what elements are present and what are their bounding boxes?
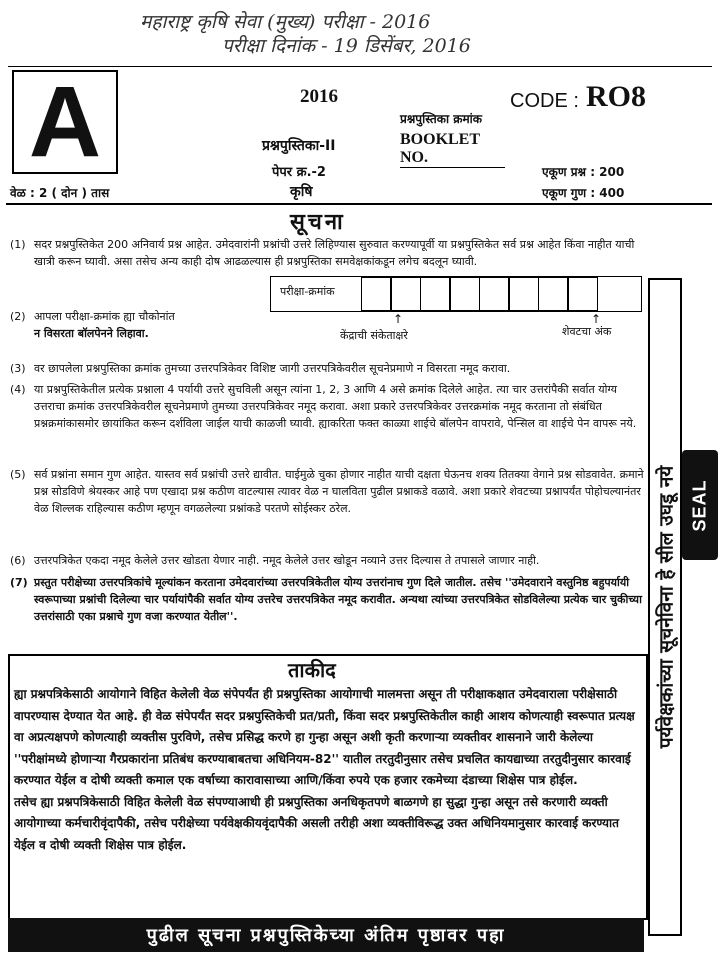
handwritten-line-1: महाराष्ट्र कृषि सेवा (मुख्य) परीक्षा - 2016 — [140, 11, 431, 33]
footer-banner: पुढील सूचना प्रश्नपुस्तिकेच्या अंतिम पृष्ठावर पहा — [8, 918, 644, 952]
instruction-5 — [10, 466, 650, 517]
instruction-text-2: न विसरता बॉलपेनने लिहावा. — [34, 327, 149, 340]
instructions-title: सूचना — [290, 210, 346, 235]
subject: कृषि — [290, 184, 313, 200]
exam-number-box[interactable] — [449, 277, 480, 311]
seal-instruction-text: पर्यवेक्षकांच्या सूचनेविना हे सील उघडू नये — [655, 465, 678, 749]
exam-number-box[interactable] — [390, 277, 421, 311]
center-code-label: केंद्राची संकेताक्षरे — [340, 329, 408, 342]
instruction-number: (5) — [10, 468, 26, 481]
header-divider — [6, 203, 712, 205]
booklet-no-label-marathi: प्रश्नपुस्तिका क्रमांक — [400, 112, 482, 126]
instruction-number: (3) — [10, 362, 26, 375]
instruction-text: सदर प्रश्नपुस्तिकेत 200 अनिवार्य प्रश्न आहेत. उमेदवारांनी प्रश्नांची उत्तरे लिहिण्यास सुरुवात करण्यापूर्वी या प्रश्नपुस्तिकेत सर्व प्रश्न आहेत किंवा नाहीत याची खात्री करून घ्यावी. असा तसेच अन्य काही दोष आढळल्यास ही प्रश्नपुस्तिका समवेक्षकांकडून लगेच बदलून घ्यावी. — [34, 238, 635, 268]
instruction-7 — [10, 574, 650, 625]
booklet-title: प्रश्नपुस्तिका-II — [262, 138, 336, 154]
instruction-text: उत्तरपत्रिकेत एकदा नमूद केलेले उत्तर खोडता येणार नाही. नमूद केलेले उत्तर खोडून नव्याने उत्तर दिल्यास ते तपासले जाणार नाही. — [34, 554, 540, 567]
top-divider — [8, 66, 712, 67]
booklet-no-label: BOOKLET NO. — [400, 131, 505, 168]
exam-number-box[interactable] — [420, 277, 451, 311]
last-digit-label: शेवटचा अंक — [562, 325, 612, 338]
instruction-number: (4) — [10, 383, 26, 396]
instruction-number: (6) — [10, 554, 26, 567]
arrow-up-icon: ↑ — [393, 312, 404, 326]
booklet-series-letter: A — [12, 70, 118, 174]
exam-number-box[interactable] — [508, 277, 539, 311]
total-questions: एकूण प्रश्न : 200 — [542, 165, 625, 179]
instruction-text: वर छापलेला प्रश्नपुस्तिका क्रमांक तुमच्या उत्तरपत्रिकेवर विशिष्ट जागी उत्तरपत्रिकेवरील सूचनेप्रमाणे न विसरता नमूद करावा. — [34, 362, 511, 375]
handwritten-line-2: परीक्षा दिनांक - 19 डिसेंबर, 2016 — [222, 35, 471, 57]
exam-number-label: परीक्षा-क्रमांक — [280, 285, 335, 298]
code-label: CODE : — [510, 90, 579, 112]
warning-paragraph-2: तसेच ह्या प्रश्नपत्रिकेसाठी विहित केलेली वेळ संपण्याआधी ही प्रश्नपुस्तिका अनधिकृतपणे बाळगणे हा सुद्धा गुन्हा असून तसे करणारी व्यक्ती आयोगाच्या कर्मचारीवृंदापैकी, तसेच परीक्षेच्या पर्यवेक्षकीयवृंदापैकी असली तरीही अशा व्यक्तीविरूद्ध उक्त अधिनियमानुसार कारवाई करण्यात येईल व दोषी व्यक्ती शिक्षेस पात्र होईल. — [14, 794, 619, 852]
year: 2016 — [300, 86, 338, 107]
exam-number-box[interactable] — [479, 277, 510, 311]
exam-number-box[interactable] — [538, 277, 569, 311]
exam-number-boxes[interactable] — [362, 277, 598, 311]
instruction-text: या प्रश्नपुस्तिकेतील प्रत्येक प्रश्नाला 4 पर्यायी उत्तरे सुचविली असून त्यांना 1, 2, 3 आणि 4 असे क्रमांक दिलेले आहेत. त्या चार उत्तरांपैकी सर्वात योग्य उत्तराचा क्रमांक उत्तरपत्रिकेवरील सूचनेप्रमाणे तुमच्या उत्तरपत्रिकेवर नमूद करावा. अशा प्रकारे उत्तरपत्रिकेवर उत्तरक्रमांक नमूद करताना तो संबंधित प्रश्नक्रमांकासमोर छायांकित करून दर्शविला जाईल याची काळजी घ्यावी. ह्याकरिता फक्त काळ्या शाईचे बॉलपेन वापरावे, पेन्सिल वा शाईचे पेन वापरू नये. — [34, 383, 637, 430]
exam-number-box[interactable] — [361, 277, 392, 311]
total-marks: एकूण गुण : 400 — [542, 186, 625, 200]
instruction-number: (7) — [10, 576, 28, 589]
instruction-text: प्रस्तुत परीक्षेच्या उत्तरपत्रिकांचे मूल्यांकन करताना उमेदवारांच्या उत्तरपत्रिकेतील योग्य उत्तरांनाच गुण दिले जातील. तसेच ''उमेदवाराने वस्तुनिष्ठ बहुपर्यायी स्वरूपाच्या प्रश्नांची दिलेल्या चार पर्यायांपैकी सर्वात योग्य उत्तरेच उत्तरपत्रिकेत नमूद करावीत. अन्यथा त्यांच्या उत्तरपत्रिकेत सोडविलेल्या प्रत्येक चार चुकीच्या उत्तरांसाठी एका प्रश्नाचे गुण वजा करण्यात येतील''. — [34, 576, 642, 623]
arrow-up-icon: ↑ — [591, 312, 602, 326]
instruction-number: (1) — [10, 238, 26, 251]
seal-tab[interactable] — [682, 450, 718, 560]
instruction-6 — [10, 552, 650, 569]
time-allowed: वेळ : 2 ( दोन ) तास — [10, 186, 110, 200]
instruction-2 — [10, 308, 250, 342]
instruction-3 — [10, 360, 650, 377]
instruction-4 — [10, 381, 650, 432]
seal-label: SEAL — [689, 478, 710, 532]
instruction-number: (2) — [10, 310, 26, 323]
code-value: RO8 — [586, 80, 646, 113]
warning-title: ताकीद — [282, 656, 342, 683]
exam-number-box[interactable] — [567, 277, 598, 311]
warning-paragraph-1: ह्या प्रश्नपत्रिकेसाठी आयोगाने विहित केलेली वेळ संपेपर्यंत ही प्रश्नपुस्तिका आयोगाची मालमत्ता असून ती परीक्षाकक्षात उमेदवाराला परीक्षेसाठी वापरण्यास देण्यात येत आहे. ही वेळ संपेपर्यंत सदर प्रश्नपुस्तिकेची प्रत/प्रती, किंवा सदर प्रश्नपुस्तिकेतील काही आशय कोणत्याही स्वरूपात प्रत्यक्ष वा अप्रत्यक्षपणे कोणत्याही व्यक्तीस पुरविणे, तसेच प्रसिद्ध करणे हा गुन्हा असून अशी कृती करणाऱ्या व्यक्तीवर शासनाने जारी केलेल्या ''परीक्षांमध्ये होणाऱ्या गैरप्रकारांना प्रतिबंध करण्याबाबतचा अधिनियम-82'' यातील तरतुदीनुसार तसेच प्रचलित कायद्याच्या तरतुदीनुसार कारवाई करण्यात येईल व दोषी व्यक्ती कमाल एक वर्षाच्या कारावासाच्या आणि/किंवा रुपये एक हजार रकमेच्या दंडाच्या शिक्षेस पात्र होईल. — [14, 687, 635, 787]
instruction-text: आपला परीक्षा-क्रमांक ह्या चौकोनांत — [34, 310, 175, 323]
instruction-1 — [10, 236, 650, 270]
paper-number: पेपर क्र.-2 — [272, 165, 326, 180]
instruction-text: सर्व प्रश्नांना समान गुण आहेत. यास्तव सर्व प्रश्नांची उत्तरे द्यावीत. घाईमुळे चुका होणार नाहीत याची दक्षता घेऊनच शक्य तितक्या वेगाने प्रश्न सोडवावेत. क्रमाने प्रश्न सोडविणे श्रेयस्कर आहे पण एखादा प्रश्न कठीण वाटल्यास त्यावर वेळ न घालविता पुढील प्रश्नाकडे वळावे. अशा प्रकारे शेवटच्या प्रश्नापर्यंत पोहोचल्यानंतर वेळ शिल्लक राहिल्यास कठीण म्हणून वगळलेल्या प्रश्नांकडे परतणे सोईस्कर ठरेल. — [34, 468, 644, 515]
seal-instruction-strip — [648, 278, 682, 936]
warning-text — [14, 684, 640, 856]
